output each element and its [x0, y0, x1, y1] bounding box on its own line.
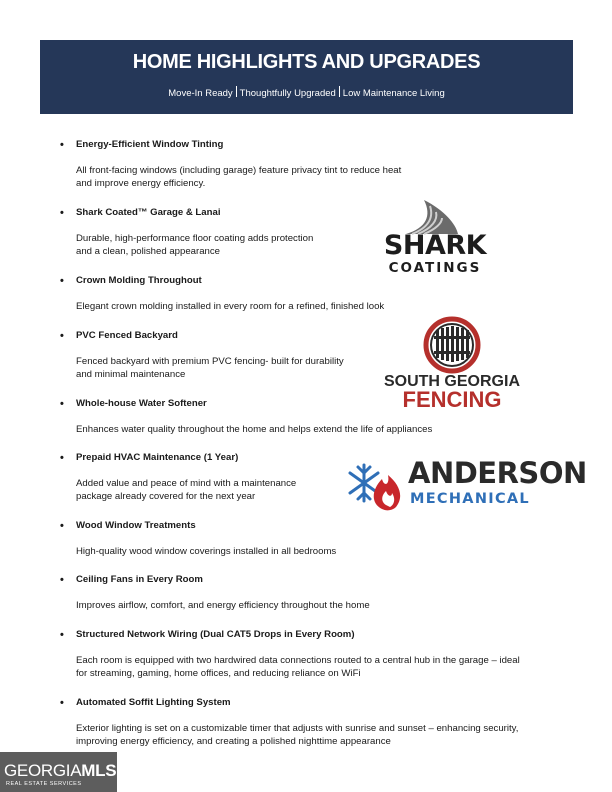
shark-logo-word: SHARK — [383, 230, 487, 261]
item-description — [60, 654, 580, 680]
tag-thoughtfully-upgraded: Thoughtfully Upgraded — [239, 88, 336, 99]
fence-badge-icon — [382, 316, 522, 376]
desc-line: Fenced backyard with premium PVC fencing- built for durability — [76, 356, 344, 367]
highlight-item-window-tinting — [60, 139, 580, 190]
item-description — [60, 164, 580, 190]
georgia-mls-tagline: REAL ESTATE SERVICES — [6, 781, 82, 787]
item-description — [60, 599, 580, 612]
georgia-mls-logo — [0, 752, 117, 792]
georgia-mls-word2: MLS — [81, 761, 117, 780]
item-title: • Structured Network Wiring (Dual CAT5 Drops in Every Room) — [60, 629, 580, 641]
tagline — [40, 86, 573, 99]
item-title: • Shark Coated™ Garage & Lanai — [60, 207, 580, 219]
desc-line: Durable, high-performance floor coating adds protection — [76, 233, 314, 244]
header-banner — [40, 40, 573, 114]
desc-line: High-quality wood window coverings installed in all bedrooms — [76, 546, 337, 557]
desc-line: and a clean, polished appearance — [76, 246, 221, 257]
shark-coatings-logo — [366, 198, 502, 278]
item-title: • Automated Soffit Lighting System — [60, 697, 580, 709]
item-title: • Wood Window Treatments — [60, 520, 580, 532]
desc-line: and minimal maintenance — [76, 369, 186, 380]
highlight-item-crown-molding — [60, 275, 580, 313]
desc-line: Improves airflow, comfort, and energy efficiency throughout the home — [76, 600, 370, 611]
highlight-item-ceiling-fans — [60, 574, 580, 612]
item-description — [60, 300, 580, 313]
tag-separator — [339, 86, 340, 97]
item-title: • PVC Fenced Backyard — [60, 330, 580, 342]
desc-line: Added value and peace of mind with a maintenance — [76, 478, 297, 489]
desc-line: improving energy efficiency, and creating a polished nighttime appearance — [76, 736, 391, 747]
item-description — [60, 545, 580, 558]
fencing-logo-line2: FENCING — [402, 387, 502, 412]
item-title: • Crown Molding Throughout — [60, 275, 580, 287]
fencing-logo-line1: SOUTH GEORGIA — [383, 373, 520, 390]
desc-line: Exterior lighting is set on a customizable timer that adjusts with sunrise and sunset – enhancing security, — [76, 723, 519, 734]
desc-line: Elegant crown molding installed in every room for a refined, finished look — [76, 301, 385, 312]
item-title: • Whole-house Water Softener — [60, 398, 580, 410]
south-georgia-fencing-logo — [382, 316, 522, 412]
anderson-logo-subword: MECHANICAL — [410, 491, 530, 507]
highlight-item-network-wiring — [60, 629, 580, 680]
tag-separator — [236, 86, 237, 97]
item-title: • Energy-Efficient Window Tinting — [60, 139, 580, 151]
anderson-logo-word: ANDERSON — [408, 456, 587, 490]
page-title: HOME HIGHLIGHTS AND UPGRADES — [132, 51, 481, 73]
highlight-item-wood-window — [60, 520, 580, 558]
desc-line: Each room is equipped with two hardwired data connections routed to a central hub in the garage – ideal — [76, 655, 520, 666]
desc-line: Enhances water quality throughout the home and helps extend the life of appliances — [76, 424, 433, 435]
item-title: • Prepaid HVAC Maintenance (1 Year) — [60, 452, 580, 464]
item-description — [60, 230, 580, 261]
georgia-mls-word1: GEORGIA — [4, 761, 82, 780]
shark-logo-subword: COATINGS — [388, 260, 482, 276]
highlight-item-soffit-lighting — [60, 697, 580, 748]
desc-line: All front-facing windows (including garage) feature privacy tint to reduce heat — [76, 165, 402, 176]
desc-line: package already covered for the next year — [76, 491, 256, 502]
desc-line: for streaming, gaming, home offices, and reducing reliance on WiFi — [76, 668, 361, 679]
item-description — [60, 722, 580, 748]
item-description — [60, 423, 580, 436]
tag-move-in-ready: Move-In Ready — [168, 88, 233, 99]
desc-line: and improve energy efficiency. — [76, 178, 206, 189]
snowflake-flame-icon — [348, 455, 408, 515]
tag-low-maintenance: Low Maintenance Living — [342, 88, 445, 99]
anderson-mechanical-logo — [348, 455, 587, 515]
item-title: • Ceiling Fans in Every Room — [60, 574, 580, 586]
georgia-mls-wordmark — [4, 761, 116, 780]
highlight-item-shark-coated — [60, 207, 580, 261]
